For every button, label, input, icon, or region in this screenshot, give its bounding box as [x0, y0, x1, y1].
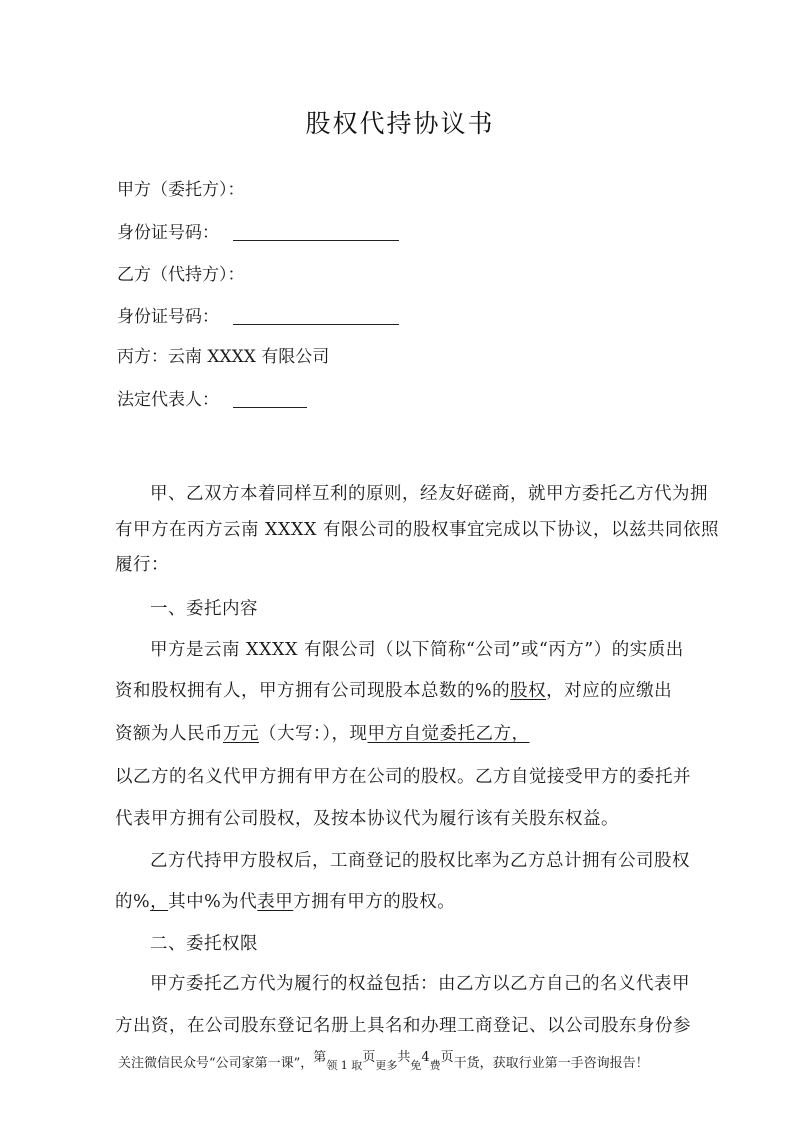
party-b-id-blank — [233, 307, 399, 325]
party-a-line — [117, 175, 245, 200]
party-b-label: 乙方（代持方）： — [117, 265, 245, 285]
party-a-id-blank — [233, 223, 399, 241]
document-title: 股权代持协议书 — [305, 109, 495, 138]
footer-page-count: 4 — [421, 1050, 430, 1065]
underlined-text: 股权 — [510, 681, 547, 701]
section-1-p1-line-1: 甲方是云南 XXXX 有限公司（以下简称“公司”或“丙方”）的实质出 — [150, 640, 684, 660]
legal-rep-label: 法定代表人： — [117, 390, 219, 410]
footer-text: 关注微信民众号“公司家第一课”， — [118, 1056, 314, 1071]
legal-rep-blank — [233, 390, 307, 408]
section-2-heading: 二、委托权限 — [150, 934, 258, 954]
footer-sup: 第 — [313, 1050, 327, 1065]
preamble-line-3: 履行： — [115, 555, 169, 575]
underlined-text: 甲方自觉委托乙方， — [367, 724, 530, 744]
footer-text: 干货，获取行业第一手咨询报告！ — [453, 1056, 649, 1071]
party-a-id-line — [117, 218, 399, 243]
underlined-text: 万元 — [223, 724, 259, 744]
underlined-text: 表甲 — [257, 892, 294, 912]
footer-sub: 更多 — [375, 1059, 398, 1072]
footer-sup: 页 — [362, 1050, 376, 1065]
section-1-p1-line-3 — [115, 720, 530, 745]
footer-sup: 共 — [397, 1050, 411, 1065]
text-run: 资和股权拥有人，甲方拥有公司现股本总数的%的 — [115, 681, 511, 701]
preamble-line-1: 甲、乙双方本着同样互利的原则，经友好磋商，就甲方委托乙方代为拥 — [150, 484, 708, 504]
party-b-line — [117, 260, 245, 285]
party-b-id-label: 身份证号码： — [117, 307, 219, 327]
party-c-label: 丙方：云南 XXXX 有限公司 — [117, 347, 330, 367]
text-run: 资额为人民币 — [115, 724, 223, 744]
party-b-id-line — [117, 302, 399, 327]
footer-sup: 页 — [440, 1050, 454, 1065]
footer-sub: 费 — [429, 1059, 441, 1072]
footer-sub: 领 1 取 — [326, 1059, 363, 1072]
text-run: 的% — [115, 892, 151, 912]
section-2-p1-line-2: 方出资，在公司股东登记名册上具名和办理工商登记、以公司股东身份参 — [115, 1016, 691, 1036]
section-1-p2-line-1: 乙方代持甲方股权后，工商登记的股权比率为乙方总计拥有公司股权 — [150, 851, 690, 871]
section-2-p1-line-1: 甲方委托乙方代为履行的权益包括：由乙方以乙方自己的名义代表甲 — [150, 974, 690, 994]
party-a-id-label: 身份证号码： — [117, 223, 219, 243]
page-footer — [118, 1052, 649, 1071]
section-1-p1-line-2 — [115, 677, 672, 702]
section-1-p1-line-5: 代表甲方拥有公司股权，及按本协议代为履行该有关股东权益。 — [115, 809, 619, 829]
legal-rep-line — [117, 385, 307, 410]
section-1-heading: 一、委托内容 — [150, 599, 258, 619]
text-run: （大写：），现 — [259, 724, 368, 744]
text-run: 方拥有甲方的股权。 — [293, 892, 456, 912]
text-run: 其中%为代 — [168, 892, 258, 912]
underlined-text: ， — [150, 892, 169, 912]
preamble-line-2: 有甲方在丙方云南 XXXX 有限公司的股权事宜完成以下协议，以兹共同依照 — [115, 520, 719, 540]
footer-sub: 免 — [410, 1059, 422, 1072]
party-a-label: 甲方（委托方）： — [117, 180, 245, 200]
party-c-line — [117, 342, 329, 367]
section-1-p2-line-2 — [115, 888, 455, 913]
section-1-p1-line-4: 以乙方的名义代甲方拥有甲方在公司的股权。乙方自觉接受甲方的委托并 — [115, 767, 691, 787]
text-run: ，对应的应缴出 — [546, 681, 673, 701]
